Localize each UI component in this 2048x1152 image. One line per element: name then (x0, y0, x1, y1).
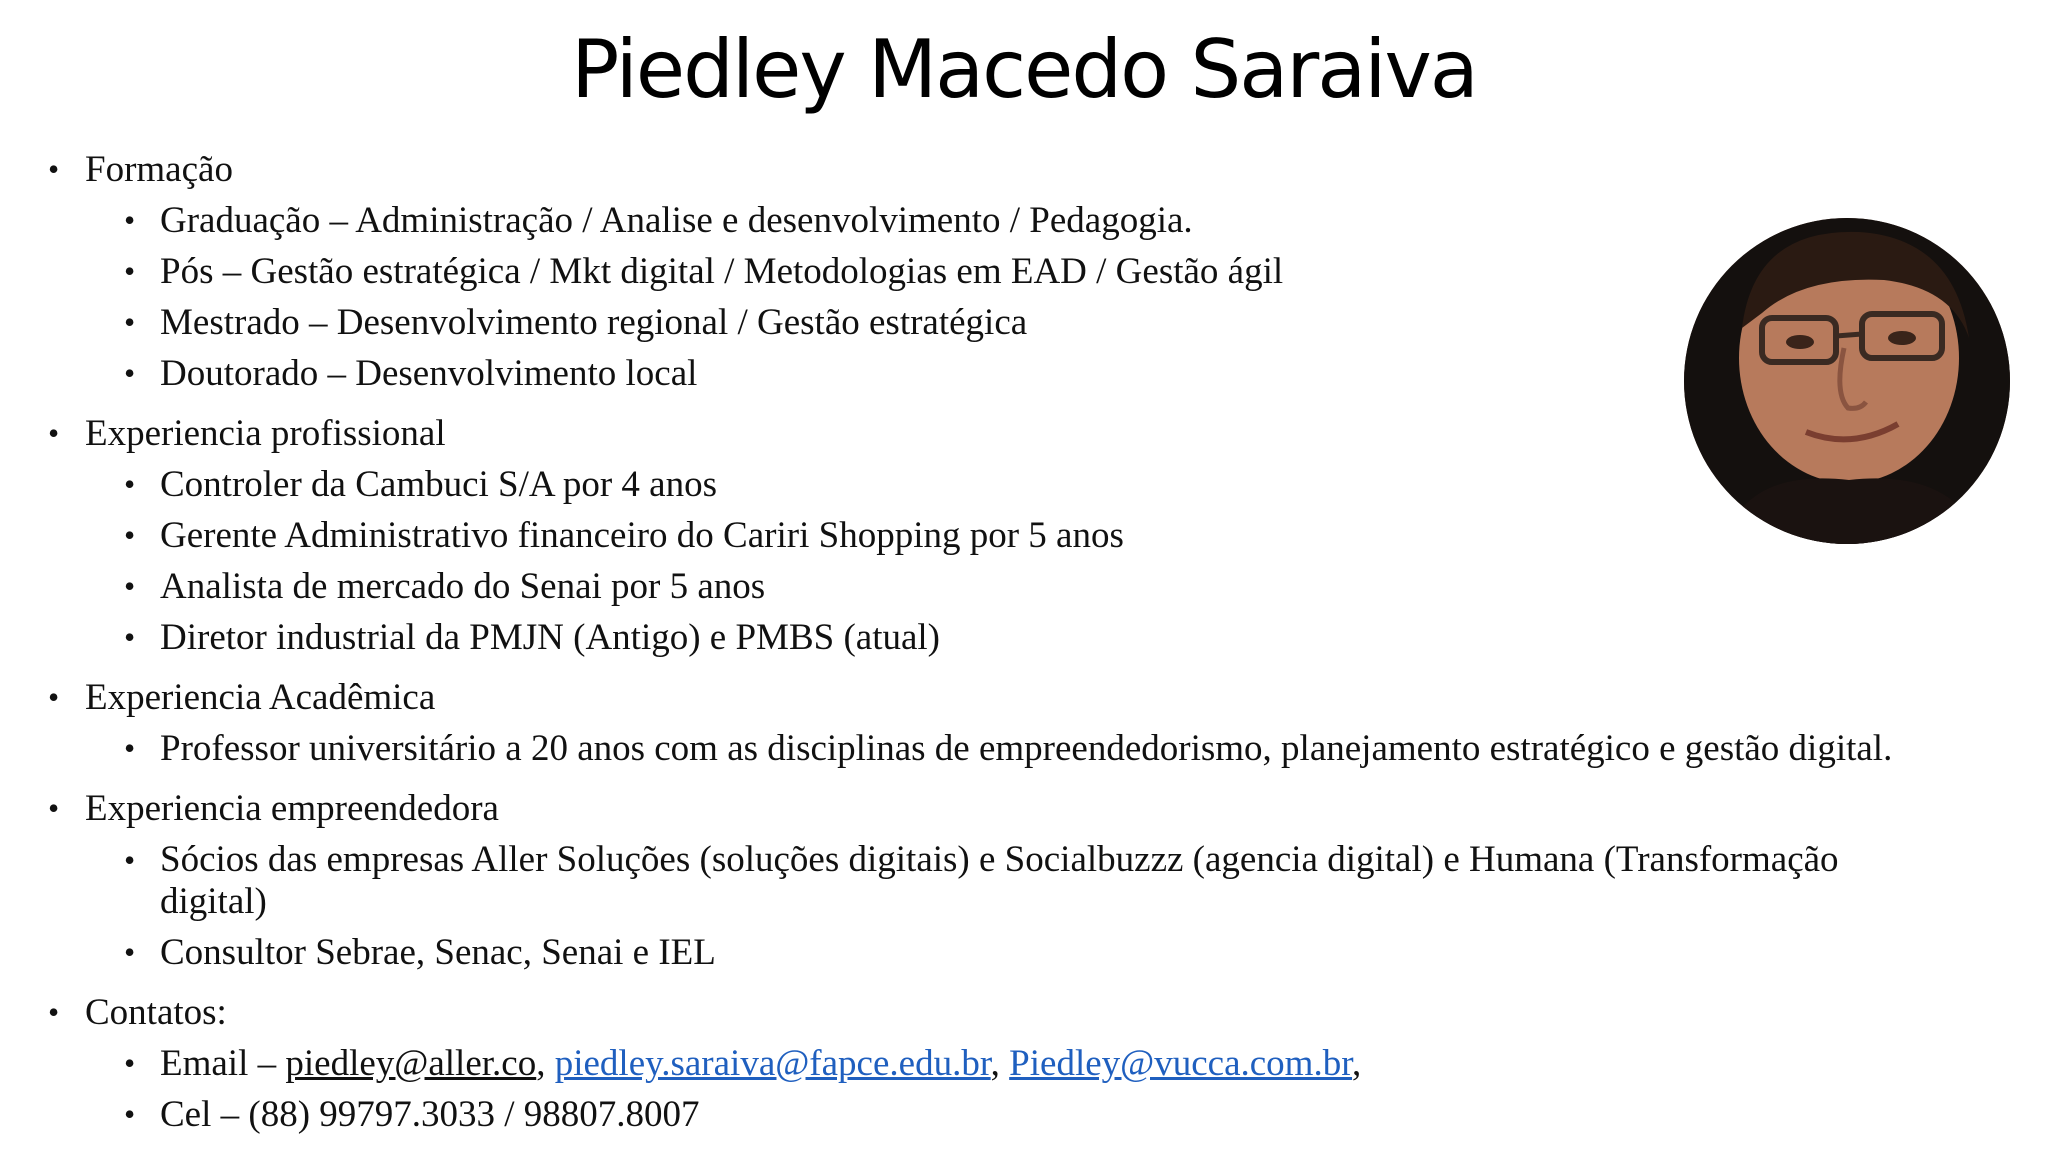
list-item: • Graduação – Administração / Analise e desenvolvimento / Pedagogia. (160, 195, 2030, 246)
section-experiencia-profissional: • Experiencia profissional (48, 408, 2008, 459)
list-item: • Controler da Cambuci S/A por 4 anos (160, 459, 2030, 510)
email-label: Email – (160, 1043, 286, 1084)
list-item: • Mestrado – Desenvolvimento regional / Gestão estratégica (160, 297, 2030, 348)
separator: , (536, 1043, 555, 1084)
email-link-fapce[interactable]: piedley.saraiva@fapce.edu.br (554, 1043, 991, 1084)
section-experiencia-empreendedora: • Experiencia empreendedora (48, 783, 2008, 834)
list-item: • Consultor Sebrae, Senac, Senai e IEL (160, 927, 2030, 978)
phone-line: • Cel – (88) 99797.3033 / 98807.8007 (160, 1089, 2030, 1140)
content-list (48, 144, 2008, 1140)
list-item: • Gerente Administrativo financeiro do Cariri Shopping por 5 anos (160, 510, 2030, 561)
list-item: • Pós – Gestão estratégica / Mkt digital / Metodologias em EAD / Gestão ágil (160, 246, 2030, 297)
list-item: • Doutorado – Desenvolvimento local (160, 348, 2030, 399)
list-item: • Diretor industrial da PMJN (Antigo) e PMBS (atual) (160, 612, 2030, 663)
list-item: • Sócios das empresas Aller Soluções (soluções digitais) e Socialbuzzz (agencia digital) e Humana (Transformação digital) (160, 834, 1950, 927)
email-link-aller[interactable]: piedley@aller.co (285, 1043, 537, 1084)
email-link-vucca[interactable]: Piedley@vucca.com.br (1009, 1043, 1353, 1084)
page-title: Piedley Macedo Saraiva (571, 23, 1477, 116)
separator: , (1352, 1043, 1362, 1084)
list-item: • Professor universitário a 20 anos com as disciplinas de empreendedorismo, planejamento estratégico e gestão digital. (160, 723, 2030, 774)
separator: , (990, 1043, 1010, 1084)
list-item: • Analista de mercado do Senai por 5 anos (160, 561, 2030, 612)
email-line (160, 1038, 2030, 1089)
section-experiencia-academica: • Experiencia Acadêmica (48, 672, 2008, 723)
section-formacao: • Formação (48, 144, 2008, 195)
section-contatos: • Contatos: (48, 987, 2008, 1038)
